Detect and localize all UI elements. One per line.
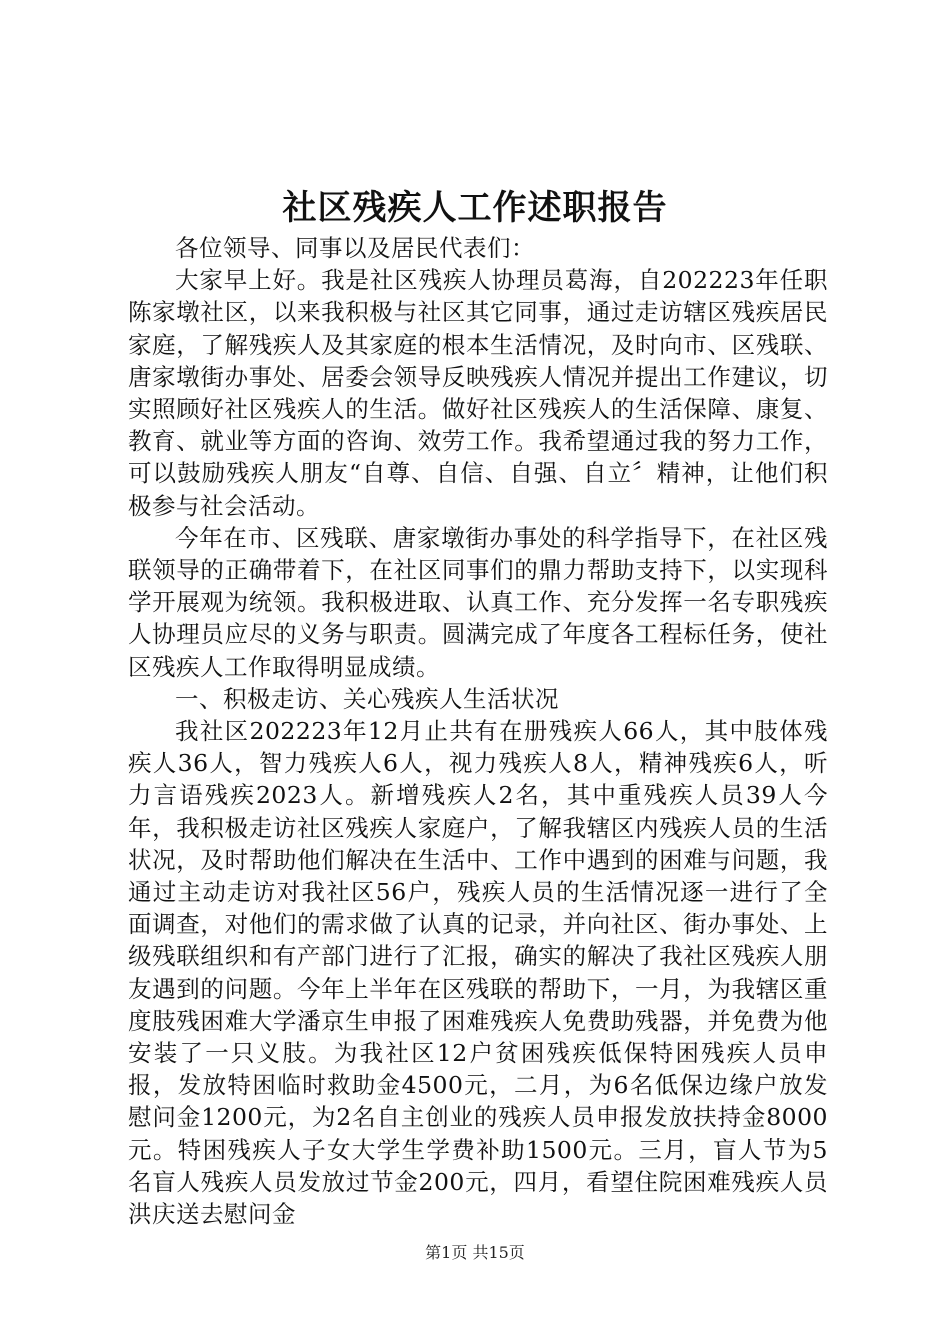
- document-body: [128, 232, 828, 1230]
- summary-paragraph: 今年在市、区残联、唐家墩街办事处的科学指导下，在社区残联领导的正确带着下，在社区同事们的鼎力帮助支持下，以实现科学开展观为统领。我积极进取、认真工作、充分发挥一名专职残疾人协理员应尽的义务与职责。圆满完成了年度各工程标任务，使社区残疾人工作取得明显成绩。: [128, 523, 828, 681]
- page-number: 第1页 共15页: [425, 1243, 525, 1262]
- salutation-paragraph: 各位领导、同事以及居民代表们：: [175, 234, 535, 262]
- document-title: 社区残疾人工作述职报告: [282, 188, 668, 228]
- section-heading: 一、积极走访、关心残疾人生活状况: [175, 684, 559, 713]
- section-paragraph: 我社区202223年12月止共有在册残疾人66人，其中肢体残疾人36人，智力残疾人6人，视力残疾人8人，精神残疾6人，听力言语残疾2023人。新增残疾人2名，其中重残疾人员39人今年，我积极走访社区残疾人家庭户，了解我辖区内残疾人员的生活状况，及时帮助他们解决在生活中、工作中遇到的困难与问题，我通过主动走访对我社区56户，残疾人员的生活情况逐一进行了全面调查，对他们的需求做了认真的记录，并向社区、街办事处、上级残联组织和有产部门进行了汇报，确实的解决了我社区残疾人朋友遇到的问题。今年上半年在区残联的帮助下，一月，为我辖区重度肢残困难大学潘京生申报了困难残疾人免费助残器，并免费为他安装了一只义肢。为我社区12户贫困残疾低保特困残疾人员申报，发放特困临时救助金4500元，二月，为6名低保边缘户放发慰问金1200元，为2名自主创业的残疾人员申报发放扶持金8000元。特困残疾人子女大学生学费补助1500元。三月，盲人节为5名盲人残疾人员发放过节金200元，四月，看望住院困难残疾人员洪庆送去慰问金: [128, 717, 828, 1229]
- introduction-paragraph: 大家早上好。我是社区残疾人协理员葛海，自202223年任职陈家墩社区，以来我积极与社区其它同事，通过走访辖区残疾居民家庭，了解残疾人及其家庭的根本生活情况，及时向市、区残联、唐家墩街办事处、居委会领导反映残疾人情况并提出工作建议，切实照顾好社区残疾人的生活。做好社区残疾人的生活保障、康复、教育、就业等方面的咨询、效劳工作。我希望通过我的努力工作，可以鼓励残疾人朋友“自尊、自信、自强、自立〞精神，让他们积极参与社会活动。: [128, 266, 828, 520]
